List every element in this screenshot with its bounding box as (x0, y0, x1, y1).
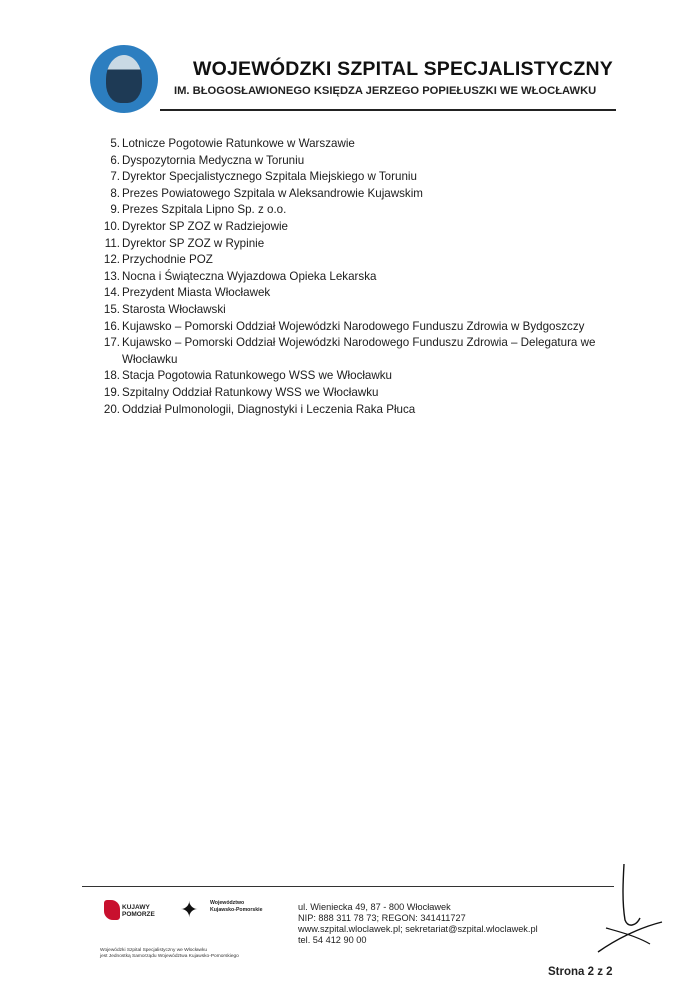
hospital-name: WOJEWÓDZKI SZPITAL SPECJALISTYCZNY (193, 58, 613, 80)
list-item: 20. Oddział Pulmonologii, Diagnostyki i Leczenia Raka Płuca (103, 402, 416, 416)
web-email: www.szpital.wloclawek.pl; sekretariat@szpital.wloclawek.pl (298, 924, 538, 934)
list-item: 13. Nocna i Świąteczna Wyjazdowa Opieka Lekarska (103, 269, 377, 283)
hospital-seal-icon (90, 45, 158, 113)
kujawy-pomorze-logo: KUJAWY POMORZE (100, 898, 170, 928)
recipient-list (100, 136, 620, 418)
list-item: 18. Stacja Pogotowia Ratunkowego WSS we Włocławku (103, 369, 393, 383)
voivodeship-label: Województwo Kujawsko-Pomorskie (210, 900, 263, 913)
phone: tel. 54 412 90 00 (298, 935, 367, 945)
list-item: 5. Lotnicze Pogotowie Ratunkowe w Warszawie (110, 137, 355, 150)
hospital-subtitle: IM. BŁOGOSŁAWIONEGO KSIĘDZA JERZEGO POPIEŁUSZKI WE WŁOCŁAWKU (174, 85, 597, 97)
footer-divider (82, 886, 614, 887)
signature (590, 862, 670, 957)
list-item: 16. Kujawsko – Pomorski Oddział Wojewódzki Narodowego Funduszu Zdrowia w Bydgoszczy (103, 319, 585, 333)
list-item: 7. Dyrektor Specjalistycznego Szpitala Miejskiego w Toruniu (110, 170, 417, 184)
footer-note: Wojewódzki Szpital Specjalistyczny we Włocławku jest Jednostką Samorządu Województwa Kujawsko-Pomorskiego (100, 948, 239, 959)
list-item: 19. Szpitalny Oddział Ratunkowy WSS we Włocławku (103, 385, 379, 399)
list-item: 6. Dyspozytornia Medyczna w Toruniu (110, 153, 305, 167)
list-item: 17. Kujawsko – Pomorski Oddział Wojewódzki Narodowego Funduszu Zdrowia – Delegatura we Włocławku (103, 336, 596, 366)
voivodeship-eagle-icon: ✦ (180, 897, 199, 922)
nip-regon: NIP: 888 311 78 73; REGON: 341411727 (298, 913, 466, 923)
list-item: 8. Prezes Powiatowego Szpitala w Aleksandrowie Kujawskim (110, 186, 423, 200)
list-item: 12. Przychodnie POZ (103, 253, 213, 267)
list-item: 15. Starosta Włocławski (103, 302, 226, 316)
list-item: 14. Prezydent Miasta Włocławek (103, 286, 271, 300)
address: ul. Wieniecka 49, 87 - 800 Włocławek (298, 902, 451, 912)
list-item: 11. Dyrektor SP ZOZ w Rypinie (104, 236, 265, 250)
region-map-icon (104, 900, 120, 920)
page-number: Strona 2 z 2 (548, 966, 613, 978)
list-item: 9. Prezes Szpitala Lipno Sp. z o.o. (110, 203, 287, 217)
header-divider (160, 109, 616, 111)
list-item: 10. Dyrektor SP ZOZ w Radziejowie (103, 219, 289, 233)
contact-block (298, 902, 538, 946)
